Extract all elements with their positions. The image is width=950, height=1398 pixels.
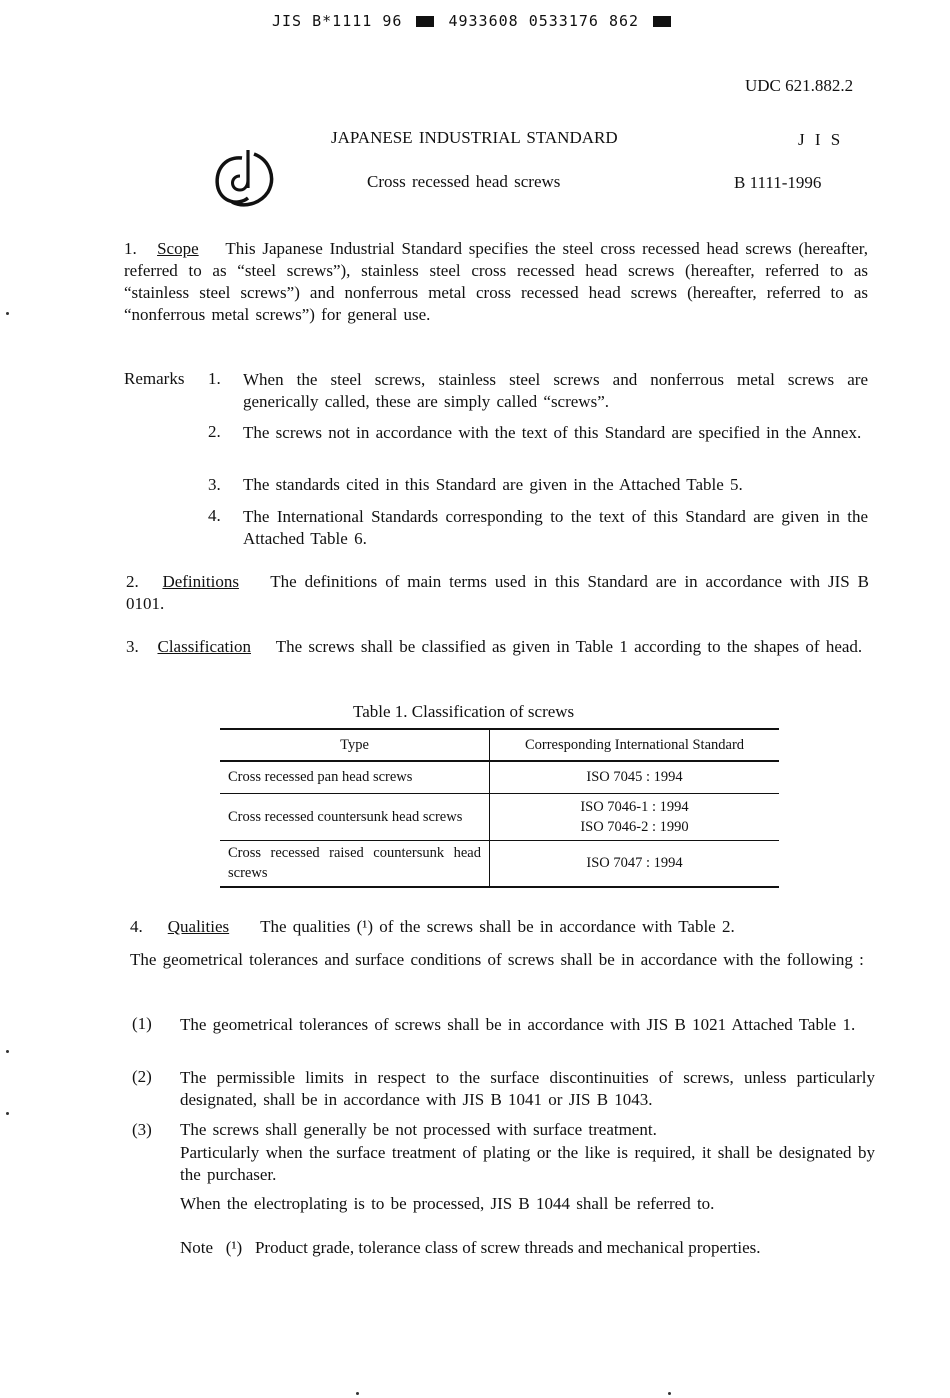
section-number: 1. xyxy=(124,239,137,258)
standard-title: JAPANESE INDUSTRIAL STANDARD xyxy=(331,128,618,147)
iso-reference: ISO 7046-2 : 1990 xyxy=(580,818,689,835)
section-text: The definitions of main terms used in this Standard are in accordance with JIS B 0101. xyxy=(126,572,869,613)
classification-table xyxy=(220,728,779,888)
section-definitions xyxy=(126,571,869,615)
table-caption: Table 1. Classification of screws xyxy=(353,702,575,721)
table-cell-type: Cross recessed countersunk head screws xyxy=(220,793,490,840)
remark-text: When the steel screws, stainless steel screws and nonferrous metal screws are generically called, these are simply called “screws”. xyxy=(243,370,868,411)
list-number: (1) xyxy=(132,1014,152,1033)
document-code: JIS B*1111 96 xyxy=(272,12,403,30)
table-cell-iso: ISO 7045 : 1994 xyxy=(490,761,780,793)
remark-text: The screws not in accordance with the text of this Standard are specified in the Annex. xyxy=(243,423,862,442)
electroplating-note: When the electroplating is to be processed, JIS B 1044 shall be referred to. xyxy=(180,1194,715,1213)
table-cell-iso xyxy=(490,793,780,840)
remark-number: 2. xyxy=(208,422,221,441)
list-number: (3) xyxy=(132,1120,152,1139)
section-number: 2. xyxy=(126,572,139,591)
note xyxy=(180,1238,761,1258)
note-text: Product grade, tolerance class of screw threads and mechanical properties. xyxy=(254,1238,761,1257)
scan-speck xyxy=(668,1392,671,1395)
list-item-text: The screws shall generally be not processed with surface treatment. xyxy=(180,1120,657,1139)
barcode-numbers: 4933608 0533176 862 xyxy=(448,12,640,30)
section-scope xyxy=(124,238,868,326)
section-classification xyxy=(126,636,869,658)
scan-speck xyxy=(6,312,9,315)
note-ref: (¹) xyxy=(225,1238,243,1257)
remark-text: The International Standards corresponding to the text of this Standard are given in the Attached Table 6. xyxy=(243,507,868,548)
redaction-block xyxy=(416,16,434,27)
document-title: Cross recessed head screws xyxy=(367,172,561,191)
remark-text: The standards cited in this Standard are given in the Attached Table 5. xyxy=(243,475,743,494)
section-title: Scope xyxy=(157,239,199,258)
section-number: 3. xyxy=(126,637,139,656)
remark-number: 1. xyxy=(208,369,221,388)
list-item-text: Particularly when the surface treatment of plating or the like is required, it shall be designated by the purchaser. xyxy=(180,1143,875,1184)
table-header-iso: Corresponding International Standard xyxy=(490,729,780,761)
section-title: Definitions xyxy=(162,572,239,591)
qualities-intro: The geometrical tolerances and surface conditions of screws shall be in accordance with the following : xyxy=(130,950,864,969)
table-cell-iso: ISO 7047 : 1994 xyxy=(490,840,780,887)
table-row xyxy=(220,761,779,793)
section-text: The screws shall be classified as given in Table 1 according to the shapes of head. xyxy=(275,637,863,656)
udc-number: UDC 621.882.2 xyxy=(745,76,854,95)
section-number: 4. xyxy=(130,917,143,936)
section-text: This Japanese Industrial Standard specifies the steel cross recessed head screws (hereafter, referred to as “steel screws”), stainless steel cross recessed head screws (hereafter, referred to as “stainless steel screws”) and nonferrous metal cross recessed head screws (hereafter, referred to as “nonferrous metal screws”) for general use. xyxy=(124,239,868,324)
scan-speck xyxy=(6,1050,9,1053)
scan-speck xyxy=(356,1392,359,1395)
redaction-block xyxy=(653,16,671,27)
table-cell-type: Cross recessed pan head screws xyxy=(220,761,490,793)
remarks-label: Remarks xyxy=(124,369,185,388)
table-row xyxy=(220,793,779,840)
list-number: (2) xyxy=(132,1067,152,1086)
note-label: Note xyxy=(180,1238,214,1257)
list-item-text: The permissible limits in respect to the surface discontinuities of screws, unless particularly designated, shall be in accordance with JIS B 1041 or JIS B 1043. xyxy=(180,1068,875,1109)
section-qualities xyxy=(130,917,735,937)
jis-logo-icon xyxy=(210,146,280,212)
scan-speck xyxy=(6,1112,9,1115)
section-title: Qualities xyxy=(167,917,230,936)
section-title: Classification xyxy=(157,637,251,656)
document-code-line xyxy=(272,12,675,30)
remark-number: 4. xyxy=(208,506,221,525)
table-cell-type: Cross recessed raised countersunk head screws xyxy=(220,840,490,887)
table-header-type: Type xyxy=(220,729,490,761)
jis-mark: J I S xyxy=(798,130,844,149)
remark-number: 3. xyxy=(208,475,221,494)
section-text: The qualities (¹) of the screws shall be in accordance with Table 2. xyxy=(260,917,735,936)
table-row xyxy=(220,840,779,887)
list-item-text: The geometrical tolerances of screws shall be in accordance with JIS B 1021 Attached Table 1. xyxy=(180,1015,856,1034)
document-number: B 1111-1996 xyxy=(734,173,822,192)
iso-reference: ISO 7046-1 : 1994 xyxy=(580,798,689,815)
